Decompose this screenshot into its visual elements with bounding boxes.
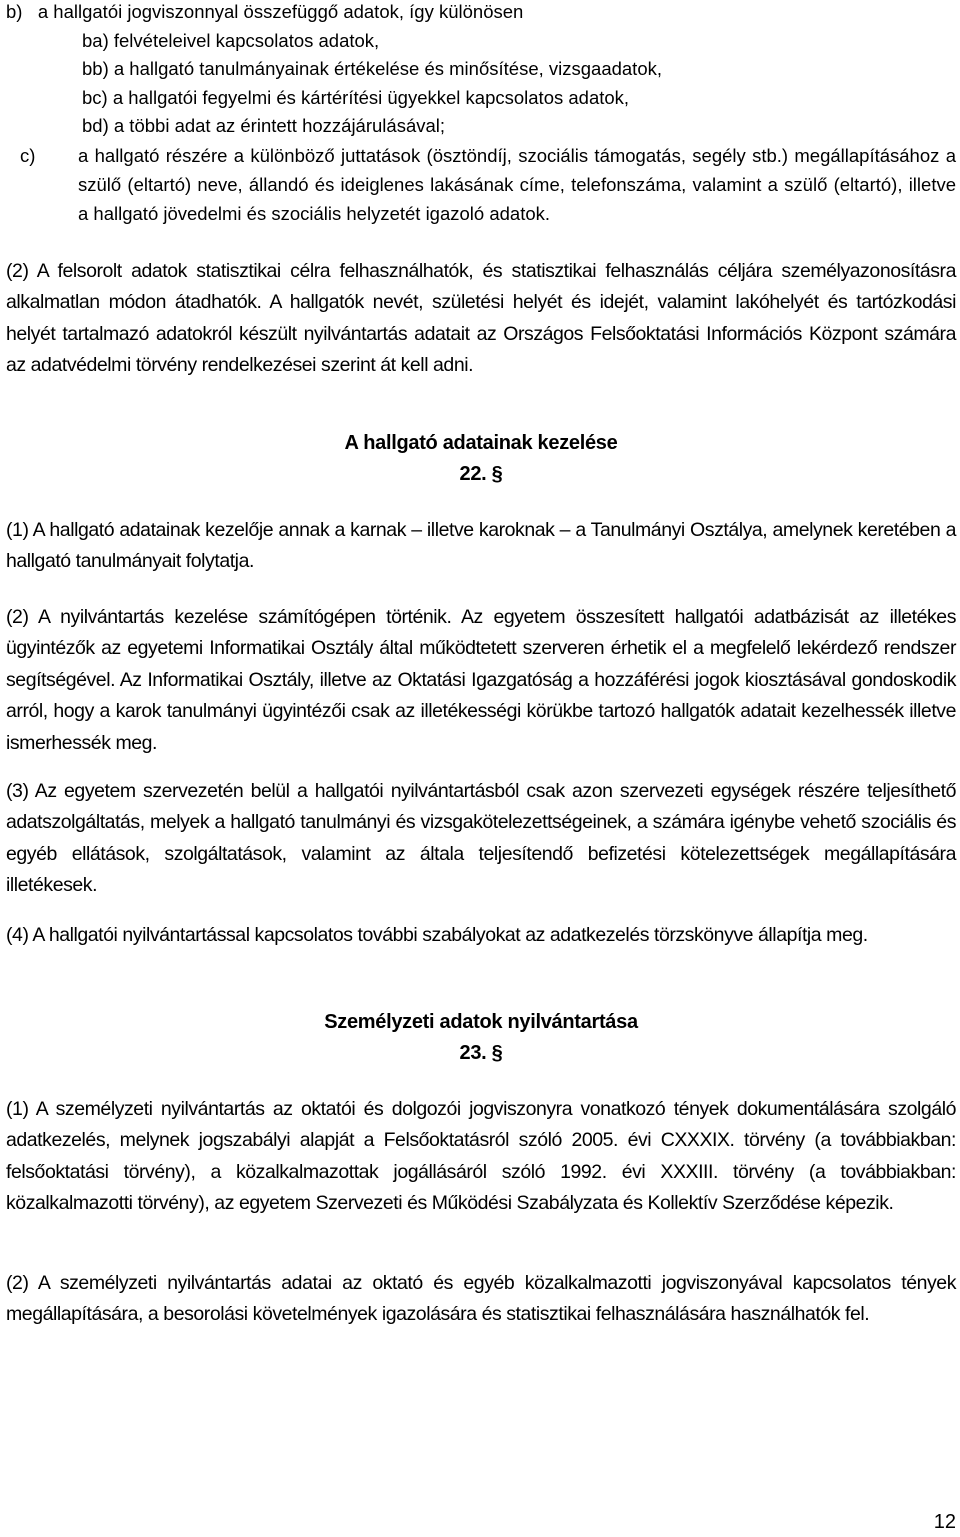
section-22-paragraph-3: (3) Az egyetem szervezetén belül a hallgatói nyilvántartásból csak azon szervezeti egységek részére teljesíthető adatszolgáltatás, melyek a hallgató tanulmányi és vizsgakötelezettségeinek, a számára igénybe vehető szociális és egyéb ellátások, szolgáltatások, valamint az általa teljesítendő befizetési kötelezettségek megállapítására illetékesek. — [6, 780, 956, 897]
list-item-c-text: a hallgató részére a különböző juttatások (ösztöndíj, szociális támogatás, segély stb.) megállapításához a szülő (eltartó) neve, állandó és ideiglenes lakásának címe, telefonszáma, valamint a szülő (eltartó), illetve a hallgató jövedelmi és szociális helyzetét igazoló adatok. — [78, 144, 956, 224]
section-22-paragraph-4: (4) A hallgatói nyilvántartással kapcsolatos további szabályokat az adatkezelés törzskönyve állapítja meg. — [6, 924, 868, 946]
section-22-title: A hallgató adatainak kezelése — [344, 432, 618, 454]
page-number: 12 — [933, 1511, 956, 1533]
list-item-bd: bd) a többi adat az érintett hozzájárulásával; — [82, 115, 446, 136]
document-page — [6, 0, 956, 1537]
section-22-paragraph-1: (1) A hallgató adatainak kezelője annak a karnak – illetve karoknak – a Tanulmányi Osztálya, amelynek keretében a hallgató tanulmányait folytatja. — [6, 519, 956, 573]
list-item-bb: bb) a hallgató tanulmányainak értékelése és minősítése, vizsgaadatok, — [82, 58, 663, 79]
section-23-paragraph-2: (2) A személyzeti nyilvántartás adatai az oktató és egyéb közalkalmazotti jogviszonyával kapcsolatos tények megállapítására, a besorolási követelmények igazolására és statisztikai felhasználására használhatók fel. — [6, 1272, 956, 1326]
list-item-c-label: c) — [20, 144, 36, 166]
section-22-paragraph-2: (2) A nyilvántartás kezelése számítógépen történik. Az egyetem összesített hallgatói adatbázisát az illetékes ügyintézők az egyetemi Informatikai Osztály által működtetett szerveren érhetik el a megfelelő lekérdező rendszer segítségével. Az Informatikai Osztály, illetve az Oktatási Igazgatóság a hozzáférési jogok kiosztásával gondoskodik arról, hogy a karok tanulmányi ügyintézői csak az illetékességi körükbe tartozó hallgatók adatait kezelhessék illetve ismerhessék meg. — [6, 606, 956, 754]
section-22-number: 22. § — [459, 463, 503, 485]
paragraph-2: (2) A felsorolt adatok statisztikai célra felhasználhatók, és statisztikai felhasználás céljára személyazonosításra alkalmatlan módon átadhatók. A hallgatók nevét, születési helyét és idejét, valamint lakóhelyét és tartózkodási helyét tartalmazó adatokról készült nyilvántartás adatait az Országos Felsőoktatási Információs Központ számára az adatvédelmi törvény rendelkezései szerint át kell adni. — [6, 260, 956, 377]
list-item-c — [6, 141, 956, 228]
list-item-ba: ba) felvételeivel kapcsolatos adatok, — [82, 29, 380, 51]
section-23-paragraph-1: (1) A személyzeti nyilvántartás az oktatói és dolgozói jogviszonyra vonatkozó tények dokumentálására szolgáló adatkezelés, melynek jogszabályi alapját a Felsőoktatásról szóló 2005. évi CXXXIX. törvény (a továbbiakban: felsőoktatási törvény), a közalkalmazottak jogállásáról szóló 1992. évi XXXIII. törvény (a továbbiakban: közalkalmazotti törvény), az egyetem Szervezeti és Működési Szabályzata és Kollektív Szerződése képezik. — [6, 1098, 956, 1215]
data-list — [6, 0, 956, 228]
section-23-number: 23. § — [459, 1042, 503, 1064]
list-item-bc: bc) a hallgatói fegyelmi és kártérítési ügyekkel kapcsolatos adatok, — [82, 86, 630, 108]
section-23-title: Személyzeti adatok nyilvántartása — [324, 1011, 638, 1033]
list-item-b: b) a hallgatói jogviszonnyal összefüggő adatok, így különösen — [6, 1, 524, 22]
